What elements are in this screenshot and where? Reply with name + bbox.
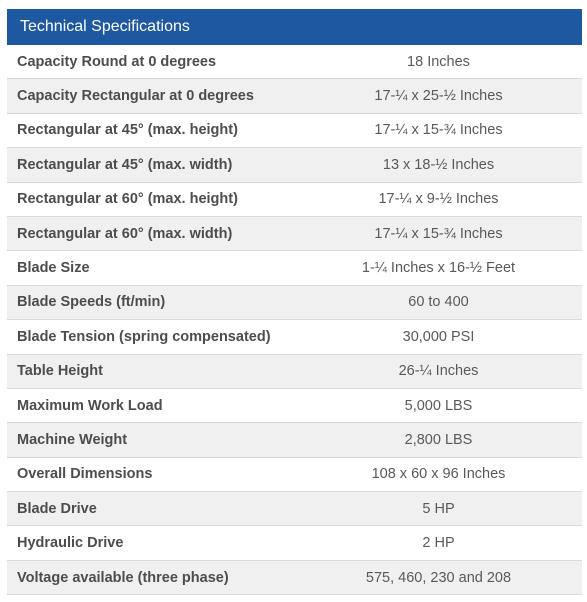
spec-label: Blade Size	[17, 260, 90, 277]
spec-label: Rectangular at 45° (max. width)	[17, 156, 233, 173]
spec-label: Blade Drive	[17, 500, 97, 517]
table-row	[7, 114, 582, 148]
spec-value: 108 x 60 x 96 Inches	[371, 466, 506, 483]
spec-label: Blade Speeds (ft/min)	[17, 294, 166, 311]
spec-label: Capacity Round at 0 degrees	[17, 53, 217, 70]
spec-value: 5,000 LBS	[404, 397, 473, 414]
table-title: Technical Specifications	[7, 9, 582, 45]
table-row	[7, 423, 582, 457]
table-row	[7, 492, 582, 526]
table-row	[7, 561, 582, 595]
spec-value: 17-¼ x 25-½ Inches	[374, 88, 503, 105]
spec-value: 1-¼ Inches x 16-½ Feet	[361, 260, 516, 277]
spec-label: Machine Weight	[17, 431, 128, 448]
table-row	[7, 251, 582, 285]
spec-label: Capacity Rectangular at 0 degrees	[17, 88, 254, 105]
spec-label: Table Height	[17, 363, 103, 380]
table-row	[7, 148, 582, 182]
spec-label: Rectangular at 60° (max. height)	[17, 191, 238, 208]
technical-specifications-table	[7, 9, 582, 595]
table-row	[7, 389, 582, 423]
spec-label: Rectangular at 60° (max. width)	[17, 225, 233, 242]
spec-value: 60 to 400	[408, 294, 469, 311]
table-row	[7, 320, 582, 354]
spec-value: 5 HP	[422, 500, 455, 517]
spec-value: 30,000 PSI	[402, 328, 475, 345]
table-row	[7, 355, 582, 389]
spec-value: 18 Inches	[407, 53, 470, 70]
spec-value: 17-¼ x 15-¾ Inches	[374, 225, 503, 242]
spec-value: 17-¼ x 15-¾ Inches	[374, 122, 503, 139]
spec-value: 13 x 18-½ Inches	[382, 156, 495, 173]
table-row	[7, 526, 582, 560]
spec-value: 2 HP	[422, 535, 455, 552]
spec-label: Rectangular at 45° (max. height)	[17, 122, 238, 139]
spec-value: 26-¼ Inches	[398, 363, 479, 380]
table-row	[7, 458, 582, 492]
table-row	[7, 183, 582, 217]
spec-value: 575, 460, 230 and 208	[365, 569, 512, 586]
spec-label: Overall Dimensions	[17, 466, 153, 483]
table-row	[7, 286, 582, 320]
spec-label: Voltage available (three phase)	[17, 569, 229, 586]
spec-rows	[7, 45, 582, 595]
table-row	[7, 79, 582, 113]
spec-value: 17-¼ x 9-½ Inches	[378, 191, 499, 208]
spec-label: Maximum Work Load	[17, 397, 163, 414]
spec-label: Hydraulic Drive	[17, 535, 124, 552]
spec-label: Blade Tension (spring compensated)	[17, 328, 271, 345]
spec-value: 2,800 LBS	[404, 431, 473, 448]
table-row	[7, 45, 582, 79]
table-row	[7, 217, 582, 251]
